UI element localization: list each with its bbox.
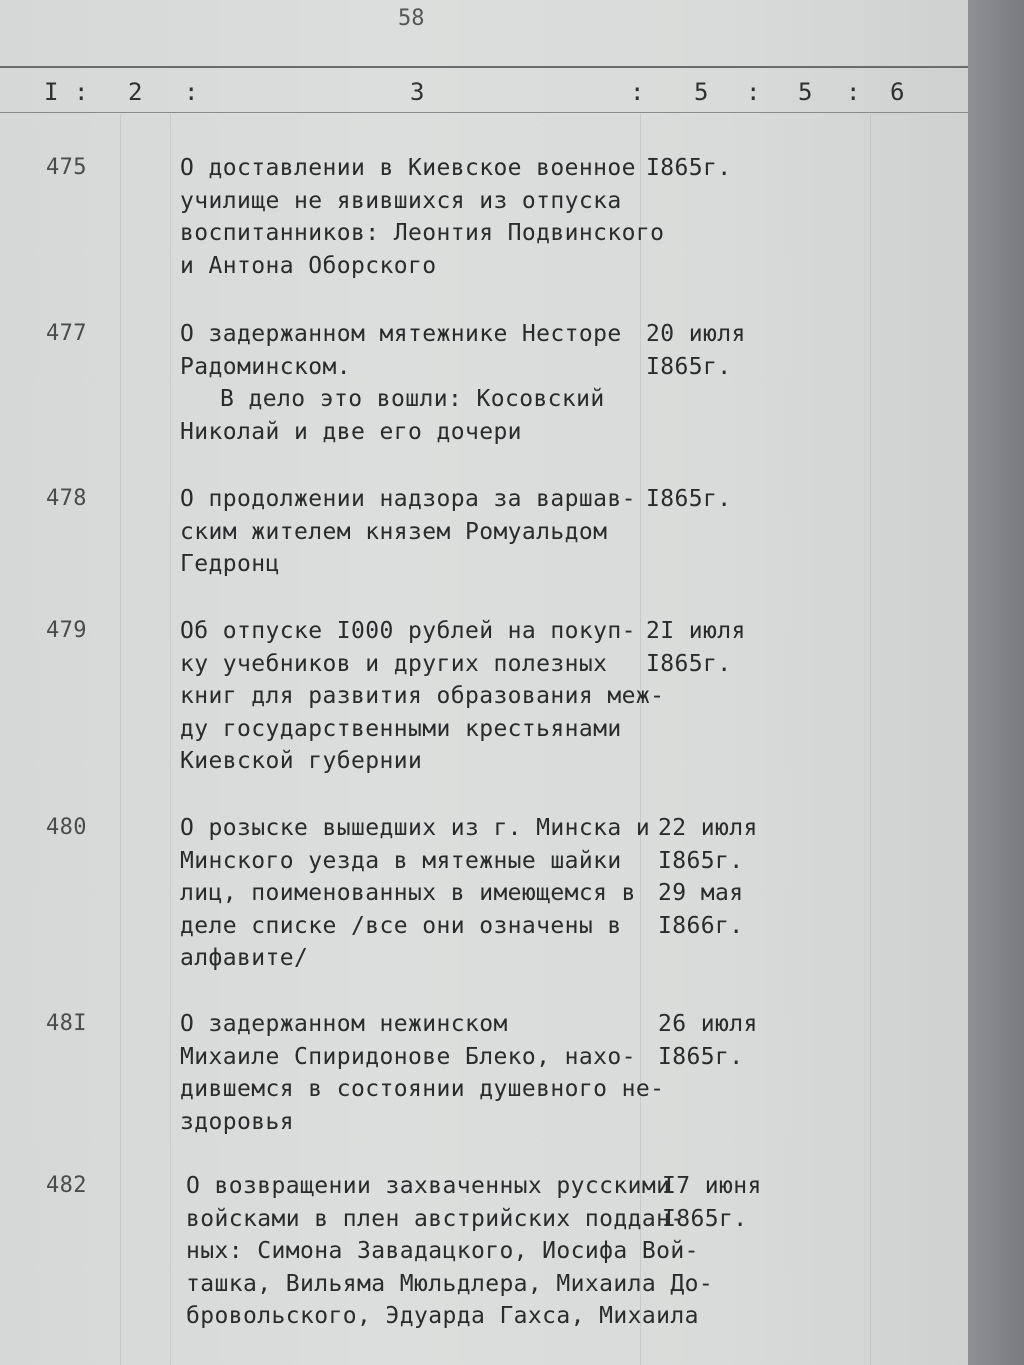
entry-text-line: О продолжении надзора за варшав-: [180, 486, 636, 512]
entry-text-line: дившемся в состоянии душевного не-: [180, 1076, 665, 1102]
entry-date: [662, 1170, 822, 1235]
entry-text: [180, 483, 650, 581]
entry-date-line: 20 июля: [646, 321, 746, 347]
entry-date-line: I865г.: [658, 847, 744, 874]
entry-date-line: I865г.: [646, 155, 732, 181]
entry-text-line: Радоминском.: [180, 353, 351, 380]
entry-text-line: В дело это вошли: Косовский: [220, 386, 605, 412]
entry-date-line: I865г.: [646, 650, 732, 677]
header-sep-3: :: [630, 78, 645, 106]
entry-number: 479: [46, 618, 87, 643]
entry-text-line: воспитанников: Леонтия Подвинского: [180, 220, 665, 246]
entry-text-line: ским жителем князем Ромуальдом: [180, 518, 608, 545]
header-col-6: 6: [890, 78, 905, 106]
page-number: 58: [398, 6, 425, 31]
entry-number: 478: [46, 486, 87, 511]
entry-text: [180, 1008, 665, 1138]
entry-text-line: училище не явившихся из отпуска: [180, 187, 622, 214]
entry-date-line: I865г.: [658, 1043, 744, 1070]
header-sep-2: :: [184, 78, 199, 106]
entry-number: 475: [46, 155, 87, 180]
entry-number: 48I: [46, 1011, 87, 1036]
entry-text-line: и Антона Оборского: [180, 252, 437, 279]
entry-date: [646, 483, 806, 516]
entry-text-line: О задержанном нежинском: [180, 1011, 508, 1037]
entry-text-line: Минского уезда в мятежные шайки: [180, 847, 622, 874]
entry-text-line: бровольского, Эдуарда Гахса, Михаила: [186, 1303, 699, 1329]
entry-date-line: 22 июля: [658, 815, 758, 841]
entry-date-line: I866г.: [658, 912, 744, 939]
entry-text: [180, 152, 665, 282]
entry-text-line: книг для развития образования меж-: [180, 683, 665, 709]
entry-text-line: лиц, поименованных в имеющемся в: [180, 880, 636, 906]
entry-number: 477: [46, 321, 87, 346]
header-col-3: 3: [410, 78, 425, 106]
header-sep-4: :: [746, 78, 761, 106]
entry-text-line: здоровья: [180, 1108, 294, 1135]
entry-text-line: ташка, Вильяма Мюльдлера, Михаила До-: [186, 1270, 714, 1297]
column-guide: [870, 114, 871, 1365]
column-guide: [120, 114, 121, 1365]
entry-date-line: I7 июня: [662, 1173, 762, 1199]
entry-date-line: 26 июля: [658, 1011, 758, 1037]
header-sep-1: :: [74, 78, 89, 106]
entry-text-line: О розыске вышедших из г. Минска и: [180, 815, 651, 841]
header-top-rule: [0, 66, 968, 68]
entry-text-line: войсками в плен австрийских поддан-: [186, 1205, 685, 1232]
entry-date-line: I865г.: [646, 486, 732, 512]
entry-text-line: ных: Симона Завадацкого, Иосифа Вой-: [186, 1238, 699, 1264]
entry-text-line: ку учебников и других полезных: [180, 650, 608, 677]
entry-date: [658, 812, 818, 942]
header-col-4: 5: [694, 78, 709, 106]
entry-text: [180, 318, 650, 448]
entry-date: [658, 1008, 818, 1073]
entry-text: [180, 615, 665, 778]
entry-text-line: Михаиле Спиридонове Блеко, нахо-: [180, 1043, 636, 1070]
entry-text-line: Киевской губернии: [180, 748, 423, 774]
header-sep-5: :: [846, 78, 861, 106]
entry-text-line: ду государственными крестьянами: [180, 715, 622, 742]
entry-text-line: алфавите/: [180, 945, 309, 971]
header-col-1: I: [44, 78, 59, 106]
entry-date-line: 2I июля: [646, 618, 746, 644]
page-edge-background: [968, 0, 1024, 1365]
entry-text: [180, 812, 650, 975]
entry-date: [646, 318, 806, 383]
entry-date: [646, 615, 806, 680]
entry-date-line: I865г.: [646, 353, 732, 380]
column-guide: [170, 114, 171, 1365]
entry-number: 480: [46, 815, 87, 840]
entry-date-line: 29 мая: [658, 880, 744, 906]
entry-text-line: О возвращении захваченных русскими: [186, 1173, 671, 1199]
entry-text-line: деле списке /все они означены в: [180, 912, 622, 939]
entry-text-line: Николай и две его дочери: [180, 418, 522, 445]
header-col-5: 5: [798, 78, 813, 106]
entry-number: 482: [46, 1173, 87, 1198]
entry-date-line: I865г.: [662, 1205, 748, 1232]
entry-text-line: Об отпуске I000 рублей на покуп-: [180, 618, 636, 644]
entry-text-line: О доставлении в Киевское военное: [180, 155, 636, 181]
entry-text-line: Гедронц: [180, 551, 280, 577]
entry-date: [646, 152, 806, 185]
header-col-2: 2: [128, 78, 143, 106]
entry-text-line: О задержанном мятежнике Несторе: [180, 321, 622, 347]
header-bottom-rule: [0, 112, 968, 113]
